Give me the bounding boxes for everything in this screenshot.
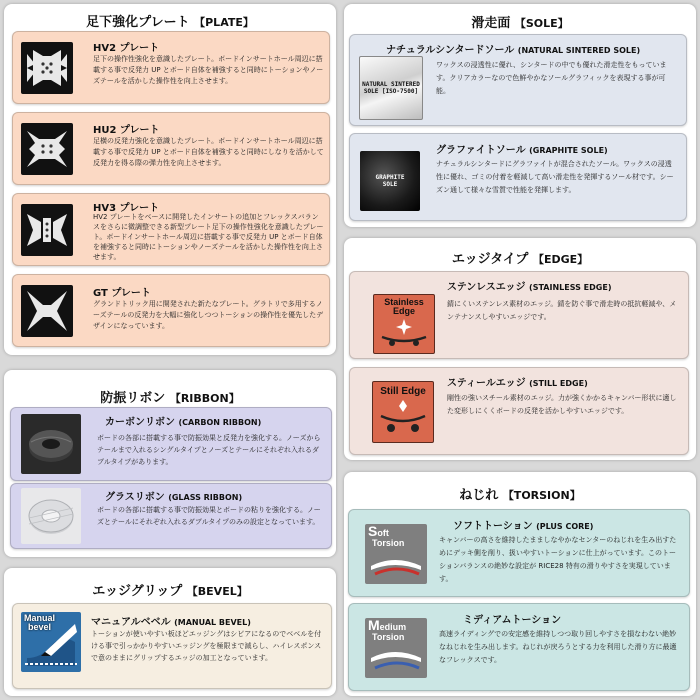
manual-bevel-label-1: Manual [24,613,56,623]
glass-ribbon-name [105,488,242,503]
medium-torsion-desc: 高速ライディングでの安定感を維持しつつ取り回しやすさを損なわない絶妙なねじれを生み出します。ねじれが戻ろうとする力を利用した滑り方に最適なフレックスです。 [439,630,677,664]
soft-torsion-label-2: oft [377,528,389,538]
sole-card-natural [349,34,687,126]
ribbon-card-glass [10,483,332,549]
bevel-panel-title [4,580,336,599]
plate-card-hv3 [12,193,330,266]
stainless-edge-desc: 錆にくいステンレス素材のエッジ。錆を防ぐ事で滑走時の抵抗軽減や、メンテナンスしやすいエッジです。 [447,300,677,321]
edge-panel [344,238,696,460]
plate-card-hu2 [12,112,330,185]
soft-torsion-name [453,517,593,532]
medium-torsion-label [368,620,406,642]
natural-sintered-sole-image [359,56,423,120]
soft-torsion-name-ja: ソフトトーション [453,521,533,532]
still-edge-name [447,374,588,389]
glass-ribbon-name-en: (GLASS RIBBON) [168,493,243,502]
ribbon-title: 防振リボン [100,391,166,406]
medium-torsion-label-3: Torsion [372,632,405,642]
sole-panel-title [344,12,696,31]
hv3-plate-image [21,204,73,256]
carbon-ribbon-name-en: (CARBON RIBBON) [178,418,262,427]
graphite-sole-name [436,141,608,156]
still-edge-label-1: Still Edge [380,386,426,397]
bevel-title-en: 【BEVEL】 [186,585,248,598]
manual-bevel-name-ja: マニュアルベベル [91,617,171,628]
graphite-sole-label-1: GRAPHITE [375,174,405,181]
hv2-plate-desc: 足下の操作性強化を意識したプレート。ボードインサートホール周辺に搭載する事で反発力 UP とボード自体を補強すると同時にトーションやノーズテールを活かした操作性を向上させます。 [93,55,324,85]
plate-panel-title [4,11,336,30]
manual-bevel-desc: トーションが使いやすい板ほどエッジングはシビアになるのでベベルを付ける事で引っかかりやすいエッジングを極限まで減らし、ハイレスポンスで意のままにグリップするエッジの加工となっています。 [91,630,322,662]
torsion-panel-title [344,484,696,503]
bevel-title: エッジグリップ [92,584,183,599]
torsion-panel [344,472,696,696]
glass-ribbon-image [21,488,81,544]
natural-sintered-sole-label [360,57,422,119]
stainless-edge-image [373,294,435,354]
edge-title: エッジタイプ [451,252,529,267]
carbon-ribbon-name-ja: カーボンリボン [105,417,175,428]
gt-plate-image [21,285,73,337]
plate-panel [4,4,336,355]
natural-sole-label-2: SOLE [ISO-7500] [363,88,419,95]
torsion-title: ねじれ [459,488,499,503]
hv2-plate-name: HV2 プレート [93,43,160,54]
natural-sintered-sole-desc: ワックスの浸透性に優れ、シンタードの中でも優れた滑走性をもっています。クリアカラーなので色鮮やかなソールグラフィックを表現する事が可能。 [436,61,667,95]
manual-bevel-name-en: (MANUAL BEVEL) [174,618,251,627]
hv3-plate-desc: HV2 プレートをベースに開発したインサートの追加とフレックスバランスをさらに微調整できる新型プレート足下の操作性強化を意識したプレート。ボードインサートホール周辺に搭載する事で反発力 UP とボード自体を補強すると同時にトーションやノーズテールを活かした操作性を向上させます。 [93,213,324,261]
natural-sole-name-en: (NATURAL SINTERED SOLE) [517,46,641,55]
soft-torsion-name-en: (PLUS CORE) [536,522,594,531]
torsion-title-en: 【TORSION】 [502,489,581,502]
natural-sole-name-ja: ナチュラルシンタードソール [386,45,515,56]
graphite-sole-name-en: (GRAPHITE SOLE) [529,146,608,155]
natural-sintered-sole-name [386,41,640,56]
carbon-ribbon-desc: ボードの各部に搭載する事で防振効果と反発力を強化する。ノーズからテールまで入れるシングルタイプとノーズとテールにそれぞれ入れるダブルタイプがあります。 [97,434,321,466]
glass-ribbon-name-ja: グラスリボン [105,492,165,503]
bevel-panel [4,568,336,696]
ribbon-title-en: 【RIBBON】 [169,392,240,405]
ribbon-card-carbon [10,407,332,481]
soft-torsion-label [368,526,404,548]
medium-torsion-name [463,611,561,626]
soft-torsion-label-3: Torsion [372,538,405,548]
still-edge-name-en: (STILL EDGE) [529,379,588,388]
plate-title: 足下強化プレート [86,15,190,30]
manual-bevel-name [91,613,251,628]
sole-title-en: 【SOLE】 [514,17,569,30]
plate-card-gt [12,274,330,347]
plate-card-hv2 [12,31,330,104]
hv3-plate-name: HV3 プレート [93,203,160,214]
still-edge-name-ja: スティールエッジ [447,378,526,389]
hv2-plate-image [21,42,73,94]
medium-torsion-image [365,618,427,678]
medium-torsion-name-ja: ミディアムトーション [463,615,562,626]
carbon-ribbon-image [21,414,81,474]
soft-torsion-image [365,524,427,584]
stainless-edge-label-2: Edge [392,306,415,316]
edge-title-en: 【EDGE】 [532,253,589,266]
still-edge-image [372,381,434,443]
torsion-card-soft [348,509,690,597]
sole-panel [344,4,696,227]
hu2-plate-desc: 足横の反発力強化を意識したプレート。ボードインサートホール周辺に搭載する事で反発力 UP とボード自体を補強すると同時にしなりを活かして反発力を得る際の弾力性を向上させます。 [93,137,324,167]
plate-title-en: 【PLATE】 [194,16,254,29]
stainless-edge-name-ja: ステンレスエッジ [447,282,526,293]
hu2-plate-name: HU2 プレート [93,125,160,136]
manual-bevel-label [24,614,55,632]
hu2-plate-image [21,123,73,175]
graphite-sole-label [360,151,420,211]
sole-card-graphite [349,133,687,221]
gt-plate-desc: グランドトリック用に開発された新たなプレート。グラトリで多用するノーズテールの反発力を大幅に強化しつつトーションの操作性を優先したデザインになっています。 [93,300,324,330]
manual-bevel-image [21,612,81,672]
edge-panel-title [344,248,696,267]
stainless-edge-name [447,278,611,293]
carbon-ribbon-name [105,413,261,428]
medium-torsion-label-1: M [368,618,380,633]
manual-bevel-label-2: bevel [28,622,52,632]
graphite-sole-name-ja: グラファイトソール [436,145,526,156]
soft-torsion-label-1: S [368,524,378,539]
gt-plate-name: GT プレート [93,288,151,299]
medium-torsion-label-2: edium [379,622,407,632]
still-edge-desc: 剛性の強いスチール素材のエッジ。力が強くかかるキャンバー形状に適した変形しにくくボードの反発を活かしやすいエッジです。 [447,394,677,415]
stainless-edge-label-1: Stainless [384,297,424,307]
glass-ribbon-desc: ボードの各部に搭載する事で防振効果とボードの粘りを強化する。ノーズとテールにそれぞれ入れるダブルタイプのみの設定となっています。 [97,506,321,526]
sole-title: 滑走面 [471,16,511,31]
bevel-card-manual [12,603,332,689]
soft-torsion-desc: キャンバーの高さを維持したまましなやかなセンターのねじれを生み出すためにデッキ側を削り、扱いやすいトーションに仕上がっています。このトーションバランスの絶妙な設定が RICE28 特有の滑りやすさを実現しています。 [439,536,677,583]
edge-card-still [349,367,689,455]
torsion-card-medium [348,603,690,691]
graphite-sole-label-2: SOLE [382,181,398,188]
edge-card-stainless [349,271,689,359]
natural-sole-label-1: NATURAL SINTERED [362,81,420,88]
ribbon-panel [4,370,336,557]
graphite-sole-desc: ナチュラルシンタードにグラファイトが混合されたソール。ワックスの浸透性に優れ、ゴミの付着を軽減して高い滑走性を発揮するソール材です。シーズン通して様々な雪質で性能を発揮します。 [436,160,674,194]
ribbon-panel-title [4,387,336,406]
graphite-sole-image [360,151,420,211]
stainless-edge-name-en: (STAINLESS EDGE) [529,283,612,292]
